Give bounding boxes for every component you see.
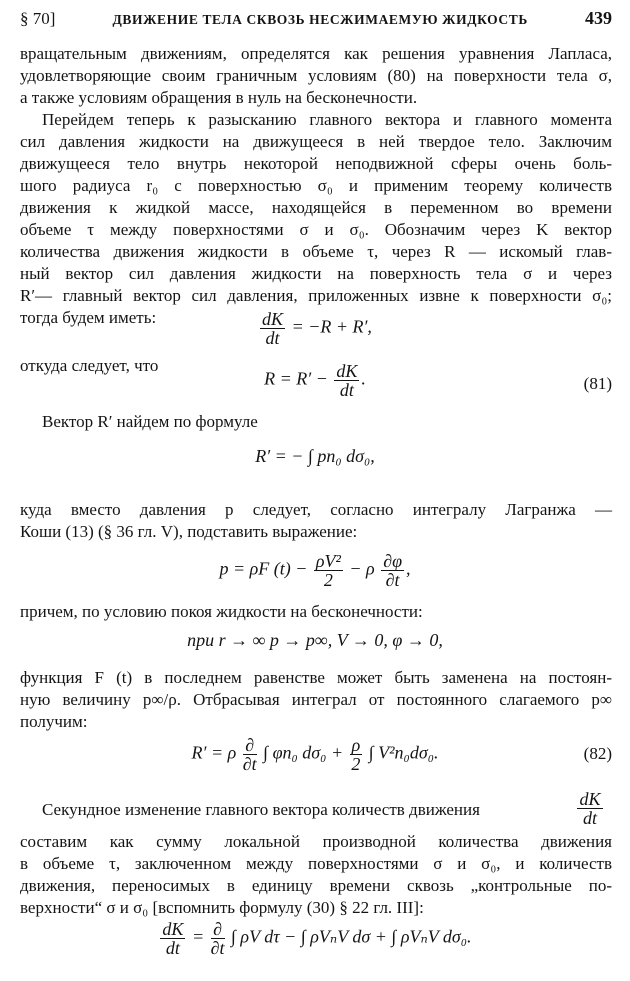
text-line: а также условиям обращения в нуль на бесконечности.	[20, 88, 418, 107]
text-line: вращательным движениям, определятся как решения уравнения Лапласа,	[20, 44, 612, 63]
page-number: 439	[584, 8, 612, 28]
section-ref: § 70]	[20, 9, 56, 28]
text-line: верхности“ σ и σ₀ [вспомнить формулу (30) § 22 гл. III]:	[20, 898, 424, 917]
equation-pressure: p = ρF (t) − $\frac{\text{ρV²}}{2}$ − ρ $\frac{\partial\varphi}{\partial t}$ ,	[219, 551, 411, 590]
text-line: получим:	[20, 712, 88, 731]
text-line: движущееся тело внутрь некоторой неподвижной сферы очень боль-	[20, 154, 612, 173]
text-line: ную величину p∞/ρ. Отбрасывая интеграл от постоянного слагаемого p∞	[20, 690, 612, 709]
running-title: ДВИЖЕНИЕ ТЕЛА СКВОЗЬ НЕСЖИМАЕМУЮ ЖИДКОСТЬ	[112, 12, 528, 27]
equation-last: $\frac{dK}{dt}$ = $\frac{\partial}{\partial t}$ ∫ ρV dτ − ∫ ρVₙV dσ + ∫ ρVₙV dσ₀.	[162, 919, 472, 958]
text-line: Перейдем теперь к разысканию главного вектора и главного момента	[42, 110, 612, 129]
text-line: откуда следует, что	[20, 356, 159, 375]
inline-dk-dt: $\frac{dK}{dt}$	[579, 789, 601, 828]
text-line: Секундное изменение главного вектора количеств движения	[42, 800, 480, 819]
text-line: тогда будем иметь:	[20, 308, 157, 327]
equation-rprime: R′ = − ∫ pn₀ dσ₀,	[255, 446, 375, 466]
text-line: Вектор R′ найдем по формуле	[42, 412, 258, 431]
text-line: объеме τ между поверхностями σ и σ₀. Обозначим через K вектор	[20, 220, 612, 239]
equation-dk: $\frac{dK}{dt}$ = −R + R′,	[262, 309, 372, 348]
text-line: R′— главный вектор сил давления, приложенных извне к поверхности σ₀;	[20, 286, 612, 305]
text-line: функция F (t) в последнем равенстве может быть заменена на постоян-	[20, 668, 612, 687]
text-line: движения к жидкой массе, находящейся в переменном во времени	[20, 198, 612, 217]
text-line: сил давления жидкости на движущееся в ней твердое тело. Заключим	[20, 132, 612, 151]
equation-81: R = R′ − $\frac{dK}{dt}$ .	[264, 361, 366, 400]
text-line: куда вместо давления p следует, согласно интегралу Лагранжа —	[20, 500, 612, 519]
equation-number: (82)	[583, 744, 612, 763]
text-line: в объеме τ, заключенном между поверхностями σ и σ₀, и количеств	[20, 854, 612, 873]
text-line: ный вектор сил давления жидкости на поверхность тела σ и через	[20, 264, 612, 283]
text-line: количества движения жидкости в объеме τ, через R — искомый глав-	[20, 242, 612, 261]
equation-82: R′ = ρ $\frac{\partial}{\partial t}$ ∫ φn₀ dσ₀ + $\frac{\rho}{2}$ ∫ V²n₀dσ₀.	[191, 735, 439, 774]
text-line: Коши (13) (§ 36 гл. V), подставить выражение:	[20, 522, 358, 541]
text-line: движения, переносимых в единицу времени сквозь „контрольные по-	[20, 876, 612, 895]
equation-limits: при r → ∞ p → p∞, V → 0, φ → 0,	[187, 630, 443, 650]
text-line: составим как сумму локальной производной количества движения	[20, 832, 612, 851]
equation-number: (81)	[583, 374, 612, 393]
text-line: удовлетворяющие своим граничным условиям (80) на поверхности тела σ,	[20, 66, 612, 85]
page-header	[20, 8, 612, 32]
text-line: шого радиуса r₀ с поверхностью σ₀ и применим теорему количеств	[20, 176, 612, 195]
text-line: причем, по условию покоя жидкости на бесконечности:	[20, 602, 423, 621]
